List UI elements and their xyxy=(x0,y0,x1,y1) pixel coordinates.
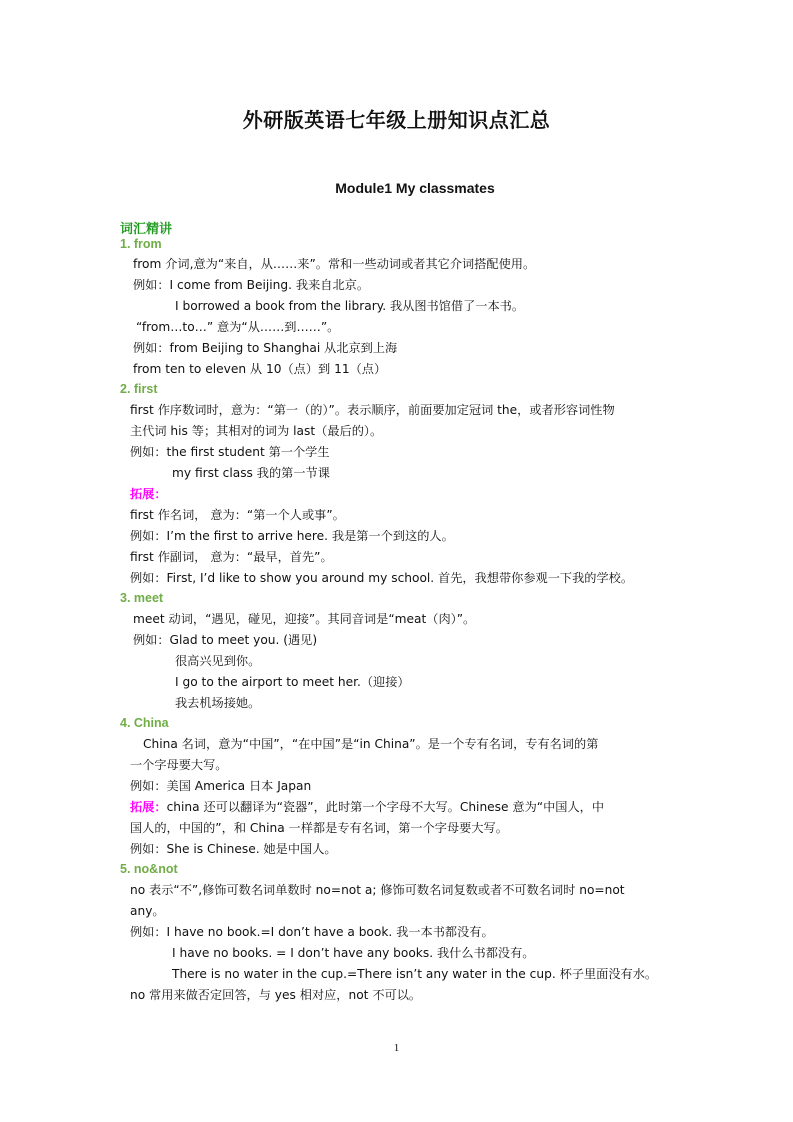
entry-heading: 1. from xyxy=(120,237,162,251)
body-text-line: 例如：Glad to meet you. (遇见) xyxy=(133,633,318,647)
module-title: Module1 My classmates xyxy=(335,180,495,196)
body-text-line: 我去机场接她。 xyxy=(175,696,261,710)
body-text-line: 例如：I have no book.=I don’t have a book. 我一本书都没有。 xyxy=(130,925,494,939)
entry-heading: 2. first xyxy=(120,382,158,396)
extension-label: 拓展： xyxy=(130,800,167,814)
page-number: 1 xyxy=(393,1042,400,1054)
body-text-line: first 作名词， 意为：“第一个人或事”。 xyxy=(130,508,345,522)
body-text-line: 例如：美国 America 日本 Japan xyxy=(130,779,312,793)
body-text-line: 例如：First, I’d like to show you around my school. 首先，我想带你参观一下我的学校。 xyxy=(130,571,634,585)
body-text-line: no 常用来做否定回答，与 yes 相对应，not 不可以。 xyxy=(130,988,422,1002)
body-text-line: 例如：She is Chinese. 她是中国人。 xyxy=(130,842,337,856)
body-text-line: 一个字母要大写。 xyxy=(130,758,228,772)
body-text-line: first 作序数词时，意为：“第一（的）”。表示顺序，前面要加定冠词 the，或者形容词性物 xyxy=(130,403,615,417)
body-text-line: I borrowed a book from the library. 我从图书馆借了一本书。 xyxy=(175,299,525,313)
body-text-line: 国人的，中国的”，和 China 一样都是专有名词，第一个字母要大写。 xyxy=(130,821,508,835)
body-text-line: 例如：from Beijing to Shanghai 从北京到上海 xyxy=(133,341,398,355)
entry-heading: 5. no&not xyxy=(120,862,178,876)
body-text-line: any。 xyxy=(130,904,165,918)
body-text-line: from ten to eleven 从 10（点）到 11（点） xyxy=(133,362,387,376)
body-text-line: 例如：I come from Beijing. 我来自北京。 xyxy=(133,278,370,292)
section-title: 词汇精讲 xyxy=(120,222,173,237)
body-text-line: I have no books. = I don’t have any books. 我什么书都没有。 xyxy=(172,946,535,960)
body-text-line: 例如：I’m the first to arrive here. 我是第一个到这的人。 xyxy=(130,529,454,543)
body-text-line: China 名词，意为“中国”，“在中国”是“in China”。是一个专有名词，专有名词的第 xyxy=(143,737,599,751)
body-text-line: from 介词,意为“来自，从……来”。常和一些动词或者其它介词搭配使用。 xyxy=(133,257,536,271)
body-text-line: 主代词 his 等；其相对的词为 last（最后的）。 xyxy=(130,424,383,438)
body-text-line: I go to the airport to meet her.（迎接） xyxy=(175,675,410,689)
body-text-line: my first class 我的第一节课 xyxy=(172,466,330,480)
body-text-line: no 表示“不”,修饰可数名词单数时 no=not a; 修饰可数名词复数或者不可数名词时 no=not xyxy=(130,883,625,897)
extension-label: 拓展： xyxy=(130,487,167,501)
body-text-line: 很高兴见到你。 xyxy=(175,654,261,668)
body-text-line: meet 动词，“遇见，碰见，迎接”。其同音词是“meat（肉）”。 xyxy=(133,612,476,626)
body-text-line: There is no water in the cup.=There isn’t any water in the cup. 杯子里面没有水。 xyxy=(172,967,658,981)
body-text-line: first 作副词， 意为：“最早，首先”。 xyxy=(130,550,333,564)
entry-heading: 4. China xyxy=(120,716,169,730)
extension-text: china 还可以翻译为“瓷器”，此时第一个字母不大写。Chinese 意为“中国人，中 xyxy=(166,800,605,814)
entry-heading: 3. meet xyxy=(120,591,164,605)
document-title: 外研版英语七年级上册知识点汇总 xyxy=(242,108,551,132)
body-text-line: “from…to…” 意为“从……到……”。 xyxy=(136,320,340,334)
extension-line xyxy=(130,799,604,815)
body-text-line: 例如：the first student 第一个学生 xyxy=(130,445,330,459)
